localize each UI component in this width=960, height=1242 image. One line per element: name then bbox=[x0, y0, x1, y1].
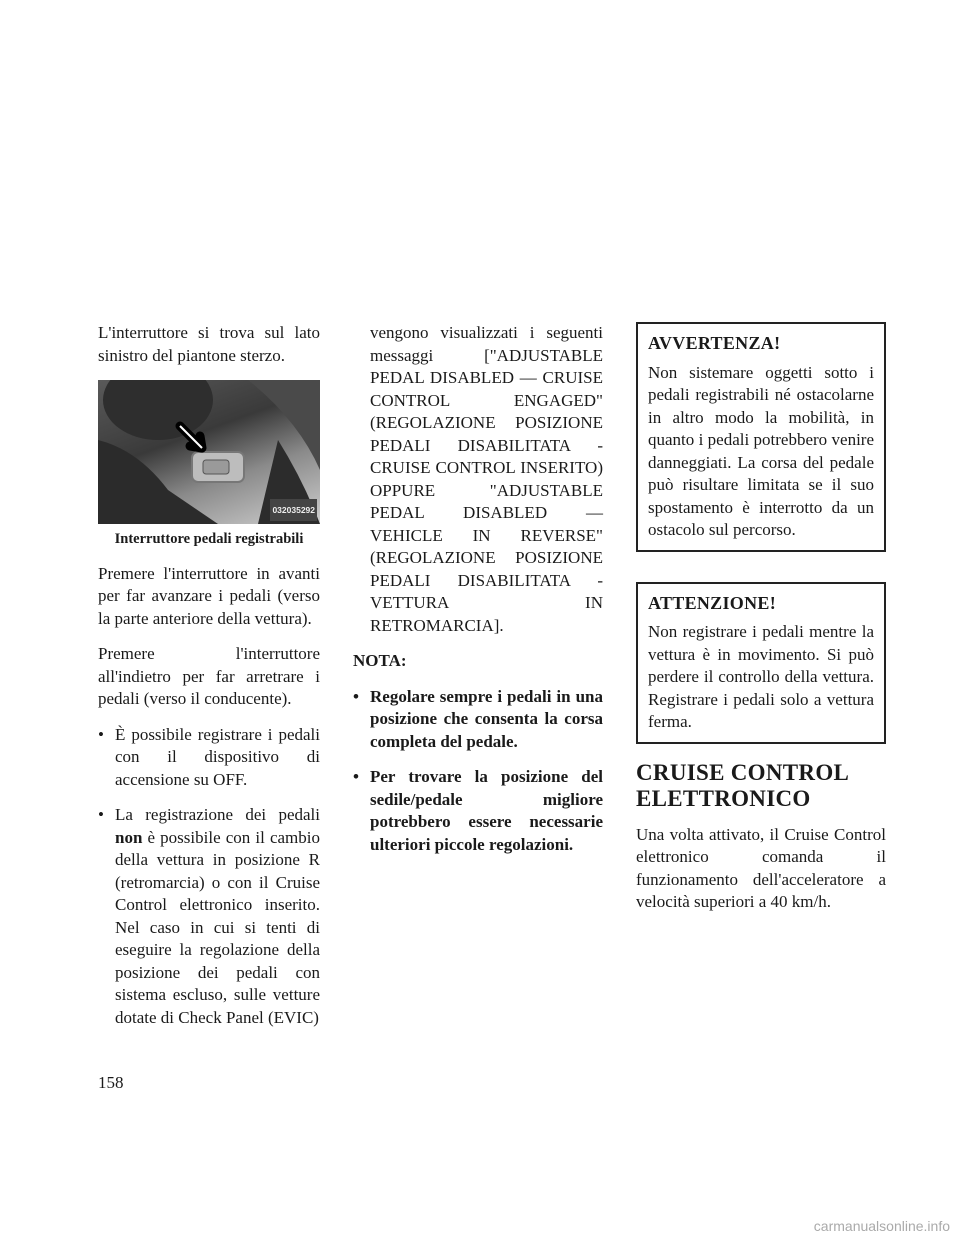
caution-title: ATTENZIONE! bbox=[648, 592, 776, 613]
warning-text: Non sistemare oggetti sotto i pedali registrabili né ostacolarne in altro modo la mobilità, in quanto i pedali potrebbero venire danneggiati. La corsa del pedale può risultare limitata se il suo spostamento è interrotto da un ostacolo sul percorso. bbox=[648, 362, 874, 539]
column-middle bbox=[353, 322, 603, 869]
figure-caption: Interruttore pedali registrabili bbox=[114, 531, 304, 547]
column-left bbox=[98, 322, 320, 1042]
forward-paragraph: Premere l'interruttore in avanti per far avanzare i pedali (verso la parte anteriore della vettura). bbox=[98, 563, 320, 628]
column-right bbox=[636, 322, 886, 927]
watermark: carmanualsonline.info bbox=[813, 1218, 950, 1234]
warning-box bbox=[636, 322, 886, 552]
bullet-text: è possibile con il cambio della vettura in posizione R (retromarcia) o con il Cruise Control elettronico inserito. Nel caso in cui si tenti di eseguire la regolazione della posizione dei pedali con sistema escluso, sulle vetture dotate di Check Panel (EVIC) bbox=[115, 827, 320, 1027]
section-heading: CRUISE CONTROL ELETTRONICO bbox=[636, 759, 848, 811]
bullet-emphasis: non bbox=[115, 827, 143, 847]
warning-title: AVVERTENZA! bbox=[648, 333, 781, 353]
caution-box bbox=[636, 582, 886, 744]
info-list bbox=[98, 724, 320, 1030]
page-number: 158 bbox=[98, 1073, 124, 1092]
figure-id: 032035292 bbox=[270, 499, 317, 522]
continued-bullet-text: vengono visualizzati i seguenti messaggi ["ADJUSTABLE PEDAL DISABLED — CRUISE CONTROL ENGAGED" (REGOLAZIONE POSIZIONE PEDALI DISABILITATA - CRUISE CONTROL INSERITO) OPPURE "ADJUSTABLE PEDAL DISABLED — VEHICLE IN REVERSE" (REGOLAZIONE POSIZIONE PEDALI DISABILITATA - VETTURA IN RETROMARCIA]. bbox=[370, 323, 603, 635]
section-body: Una volta attivato, il Cruise Control elettronico comanda il funzionamento dell'acceleratore a velocità superiori a 40 km/h. bbox=[636, 824, 886, 911]
bullet-text: La registrazione dei pedali bbox=[115, 805, 320, 824]
list-item: • Per trovare la posizione del sedile/pedale migliore potrebbero essere necessarie ulteriori piccole regolazioni. bbox=[353, 766, 603, 856]
switch-photo bbox=[98, 380, 320, 524]
list-item: • È possibile registrare i pedali con il dispositivo di accensione su OFF. bbox=[98, 724, 320, 792]
intro-paragraph: L'interruttore si trova sul lato sinistro del piantone sterzo. bbox=[98, 323, 320, 365]
list-item bbox=[98, 804, 320, 1029]
note-label: NOTA: bbox=[353, 651, 407, 670]
list-item: • Regolare sempre i pedali in una posizione che consenta la corsa completa del pedale. bbox=[353, 686, 603, 754]
note-list bbox=[353, 686, 603, 857]
caution-text: Non registrare i pedali mentre la vettura è in movimento. Si può perdere il controllo della vettura. Registrare i pedali solo a vettura ferma. bbox=[648, 622, 874, 731]
backward-paragraph: Premere l'interruttore all'indietro per far arretrare i pedali (verso il conducente). bbox=[98, 644, 320, 708]
